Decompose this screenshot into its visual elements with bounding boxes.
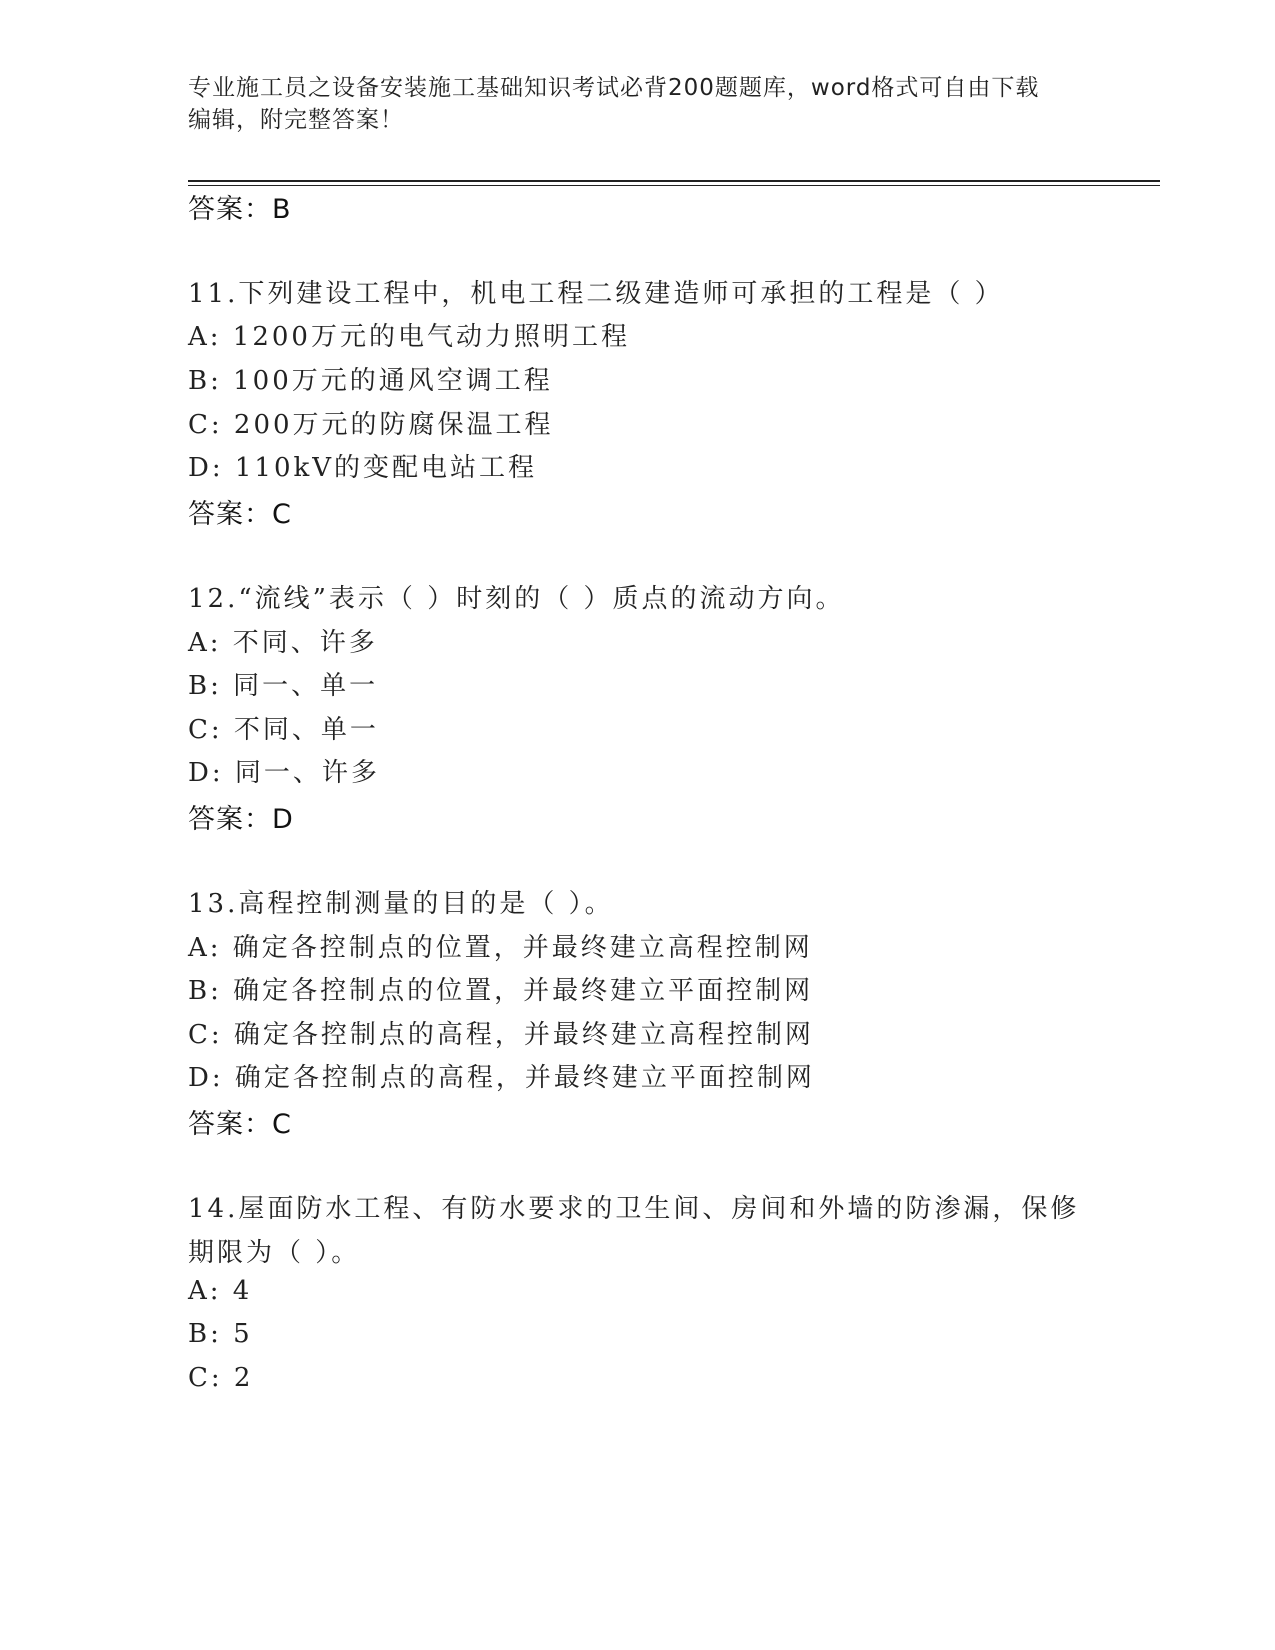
question-14-option-b: B: 5 bbox=[188, 1319, 253, 1349]
document-header bbox=[188, 72, 1088, 136]
question-11-answer: 答案：C bbox=[188, 499, 292, 530]
question-13-answer: 答案：C bbox=[188, 1109, 292, 1140]
question-14-stem-line-2: 期限为（ ）。 bbox=[188, 1238, 361, 1268]
question-11-option-d: D: 110kV的变配电站工程 bbox=[188, 453, 538, 483]
question-12-option-b: B: 同一、单一 bbox=[188, 671, 379, 701]
previous-answer: 答案：B bbox=[188, 194, 292, 225]
question-12-option-a: A: 不同、许多 bbox=[188, 628, 378, 658]
question-11-option-c: C: 200万元的防腐保温工程 bbox=[188, 410, 554, 440]
question-11-option-a: A: 1200万元的电气动力照明工程 bbox=[188, 322, 630, 352]
header-line-1: 专业施工员之设备安装施工基础知识考试必背200题题库，word格式可自由下载 bbox=[188, 75, 1040, 101]
question-12-answer: 答案：D bbox=[188, 804, 294, 835]
question-14-option-c: C: 2 bbox=[188, 1363, 254, 1393]
question-12-option-c: C: 不同、单一 bbox=[188, 715, 379, 745]
question-12-stem: 12.“流线”表示（ ）时刻的（ ）质点的流动方向。 bbox=[188, 584, 845, 614]
question-12-option-d: D: 同一、许多 bbox=[188, 758, 380, 788]
question-13-option-d: D: 确定各控制点的高程，并最终建立平面控制网 bbox=[188, 1063, 815, 1093]
question-14-option-a: A: 4 bbox=[188, 1276, 253, 1306]
question-13-option-a: A: 确定各控制点的位置，并最终建立高程控制网 bbox=[188, 933, 813, 963]
question-14-stem-line-1: 14.屋面防水工程、有防水要求的卫生间、房间和外墙的防渗漏，保修 bbox=[188, 1194, 1080, 1224]
header-divider-thin bbox=[188, 185, 1160, 186]
question-11-stem: 11.下列建设工程中，机电工程二级建造师可承担的工程是（ ） bbox=[188, 279, 1004, 309]
question-13-option-b: B: 确定各控制点的位置，并最终建立平面控制网 bbox=[188, 976, 814, 1006]
header-divider-thick bbox=[188, 180, 1160, 182]
header-line-2: 编辑，附完整答案！ bbox=[188, 107, 404, 133]
question-11-option-b: B: 100万元的通风空调工程 bbox=[188, 366, 553, 396]
question-13-option-c: C: 确定各控制点的高程，并最终建立高程控制网 bbox=[188, 1020, 814, 1050]
question-13-stem: 13.高程控制测量的目的是（ ）。 bbox=[188, 889, 614, 919]
